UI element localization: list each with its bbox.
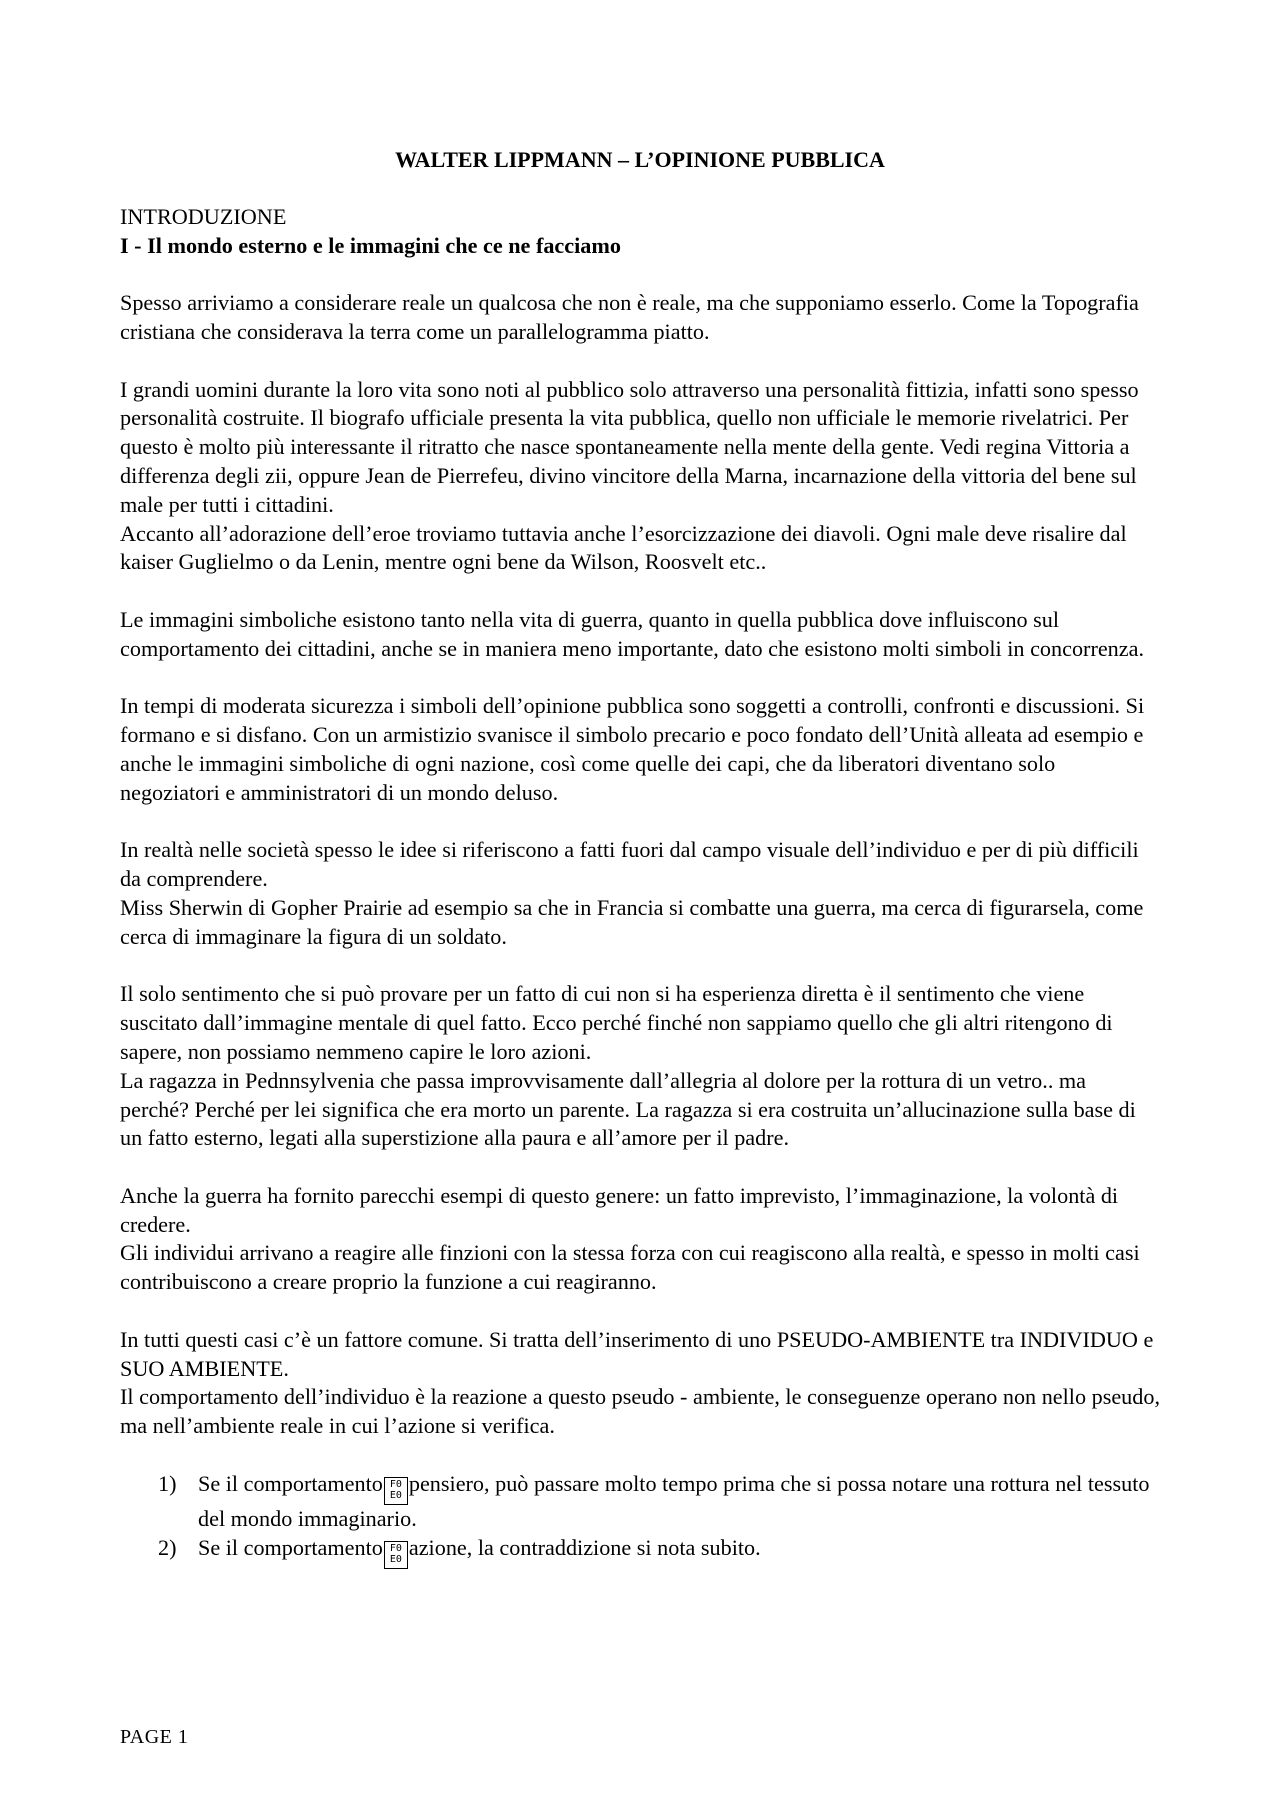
page-footer: PAGE 1 — [120, 1726, 189, 1748]
list-text-after: pensiero, può passare molto tempo prima che si possa notare una rottura nel tessuto del mondo immaginario. — [198, 1470, 1150, 1531]
list-number: 1) — [158, 1470, 177, 1496]
paragraph: In tutti questi casi c’è un fattore comune. Si tratta dell’inserimento di uno PSEUDO-AMBIENTE tra INDIVIDUO e SUO AMBIENTE. — [120, 1326, 1154, 1381]
list-text-before: Se il comportamento — [198, 1534, 383, 1560]
missing-glyph-icon: F0 E0 — [384, 1477, 408, 1505]
paragraph: Gli individui arrivano a reagire alle finzioni con la stessa forza con cui reagiscono alla realtà, e spesso in molti casi contribuiscono a creare proprio la funzione a cui reagiranno. — [120, 1240, 1140, 1295]
paragraph: I grandi uomini durante la loro vita sono noti al pubblico solo attraverso una personalità fittizia, infatti sono spesso personalità costruite. Il biografo ufficiale presenta la vita pubblica, quello non ufficiale le memorie rivelatrici. Per questo è molto più interessante il ritratto che nasce spontaneamente nella mente della gente. Vedi regina Vittoria a differenza degli zii, oppure Jean de Pierrefeu, divino vincitore della Marna, incarnazione della vittoria del bene sul male per tutti i cittadini. — [120, 376, 1139, 517]
numbered-list — [120, 1470, 1160, 1569]
paragraph: In realtà nelle società spesso le idee si riferiscono a fatti fuori dal campo visuale dell’individuo e per di più difficili da comprendere. — [120, 837, 1139, 892]
list-text-before: Se il comportamento — [198, 1470, 383, 1496]
document-page — [120, 146, 1160, 1569]
list-item — [120, 1534, 1160, 1569]
list-number: 2) — [158, 1534, 177, 1560]
paragraph: Spesso arriviamo a considerare reale un qualcosa che non è reale, ma che supponiamo esserlo. Come la Topografia cristiana che considerava la terra come un parallelogramma piatto. — [120, 290, 1139, 344]
chapter-heading: I - Il mondo esterno e le immagini che ce ne facciamo — [120, 232, 621, 258]
paragraph: La ragazza in Pednnsylvenia che passa improvvisamente dall’allegria al dolore per la rottura di un vetro.. ma perché? Perché per lei significa che era morto un parente. La ragazza si era costruita un’allucinazione sulla base di un fatto esterno, legati alla superstizione alla paura e all’amore per il padre. — [120, 1067, 1136, 1151]
paragraph: Il comportamento dell’individuo è la reazione a questo pseudo - ambiente, le conseguenze operano non nello pseudo, ma nell’ambiente reale in cui l’azione si verifica. — [120, 1384, 1161, 1439]
document-title: WALTER LIPPMANN – L’OPINIONE PUBBLICA — [395, 147, 885, 172]
paragraph: Miss Sherwin di Gopher Prairie ad esempio sa che in Francia si combatte una guerra, ma cerca di figurarsela, come cerca di immaginare la figura di un soldato. — [120, 894, 1144, 949]
paragraph: Le immagini simboliche esistono tanto nella vita di guerra, quanto in quella pubblica dove influiscono sul comportamento dei cittadini, anche se in maniera meno importante, dato che esistono molti simboli in concorrenza. — [120, 606, 1145, 661]
paragraph: Anche la guerra ha fornito parecchi esempi di questo genere: un fatto imprevisto, l’immaginazione, la volontà di credere. — [120, 1182, 1119, 1237]
list-item — [120, 1470, 1160, 1534]
paragraph: Il solo sentimento che si può provare per un fatto di cui non si ha esperienza diretta è il sentimento che viene suscitato dall’immagine mentale di quel fatto. Ecco perché finché non sappiamo quello che gli altri ritengono di sapere, non possiamo nemmeno capire le loro azioni. — [120, 981, 1113, 1064]
paragraph: Accanto all’adorazione dell’eroe troviamo tuttavia anche l’esorcizzazione dei diavoli. Ogni male deve risalire dal kaiser Guglielmo o da Lenin, mentre ogni bene da Wilson, Roosvelt etc.. — [120, 520, 1127, 575]
list-text-after: azione, la contraddizione si nota subito. — [408, 1534, 761, 1560]
paragraph: In tempi di moderata sicurezza i simboli dell’opinione pubblica sono soggetti a controlli, confronti e discussioni. Si formano e si disfano. Con un armistizio svanisce il simbolo precario e poco fondato dell’Unità alleata ad esempio e anche le immagini simboliche di ogni nazione, così come quelle dei capi, che da liberatori diventano solo negoziatori e amministratori di un mondo deluso. — [120, 693, 1145, 805]
section-heading: INTRODUZIONE — [120, 203, 287, 229]
missing-glyph-icon: F0 E0 — [384, 1541, 408, 1569]
